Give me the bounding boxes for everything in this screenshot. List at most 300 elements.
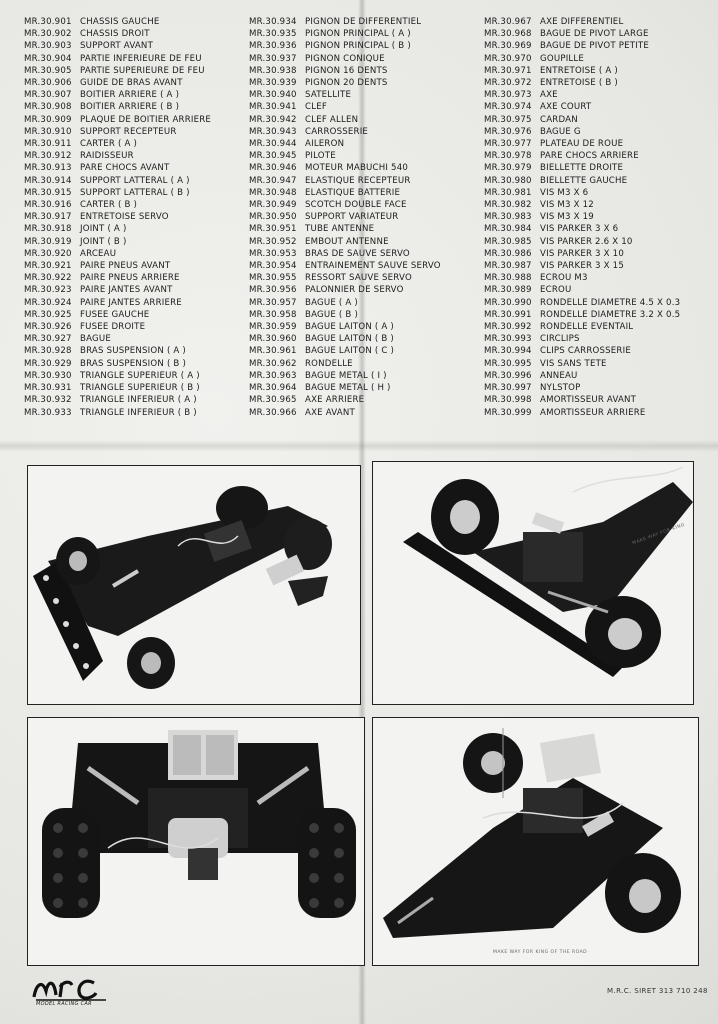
part-row: [484, 40, 680, 52]
part-row: [24, 53, 211, 65]
part-reference: MR.30.991: [484, 309, 532, 320]
part-reference: MR.30.901: [24, 17, 72, 27]
part-row: [24, 370, 211, 382]
part-reference: MR.30.933: [24, 407, 72, 418]
part-row: [249, 53, 441, 65]
part-row: [249, 199, 441, 211]
part-row: [24, 260, 211, 272]
part-reference: MR.30.903: [24, 41, 72, 52]
part-reference: MR.30.954: [249, 261, 297, 272]
part-reference: MR.30.932: [24, 395, 72, 406]
part-description: SATELLITE: [305, 90, 352, 101]
part-reference: MR.30.996: [484, 370, 532, 381]
part-reference: MR.30.992: [484, 322, 532, 333]
part-reference: MR.30.920: [24, 248, 72, 259]
part-description: ARCEAU: [80, 248, 117, 259]
part-reference: MR.30.944: [249, 139, 297, 150]
part-reference: MR.30.964: [249, 383, 297, 394]
part-row: [249, 272, 441, 284]
part-description: ELASTIQUE BATTERIE: [305, 187, 401, 198]
part-row: [24, 187, 211, 199]
part-reference: MR.30.912: [24, 151, 72, 162]
part-description: PIGNON DE DIFFERENTIEL: [305, 17, 422, 27]
buggy-photo-rear: [27, 717, 365, 966]
part-description: CIRCLIPS: [540, 334, 580, 345]
part-row: [24, 40, 211, 52]
part-row: [24, 284, 211, 296]
part-description: TRIANGLE SUPERIEUR ( B ): [80, 383, 200, 394]
part-row: [24, 150, 211, 162]
part-reference: MR.30.957: [249, 297, 297, 308]
part-description: PAIRE PNEUS AVANT: [80, 261, 171, 272]
part-row: [24, 309, 211, 321]
part-description: SCOTCH DOUBLE FACE: [305, 200, 407, 211]
part-row: [484, 175, 680, 187]
part-reference: MR.30.943: [249, 126, 297, 137]
part-description: ENTRETOISE SERVO: [80, 212, 169, 223]
part-description: AXE DIFFERENTIEL: [540, 17, 624, 27]
part-row: [249, 333, 441, 345]
part-description: BAGUE G: [540, 126, 581, 137]
part-row: [249, 321, 441, 333]
part-description: PLAQUE DE BOITIER ARRIERE: [80, 114, 212, 125]
part-reference: MR.30.939: [249, 78, 297, 89]
part-row: [484, 309, 680, 321]
part-row: [249, 309, 441, 321]
part-description: BAGUE DE PIVOT PETITE: [540, 41, 649, 52]
part-description: VIS M3 X 6: [540, 187, 589, 198]
part-row: [484, 407, 680, 419]
part-reference: MR.30.985: [484, 236, 532, 247]
part-row: [249, 187, 441, 199]
part-description: SUPPORT VARIATEUR: [305, 212, 399, 223]
part-description: VIS PARKER 2.6 X 10: [540, 236, 633, 247]
part-row: [484, 236, 680, 248]
part-reference: MR.30.926: [24, 322, 72, 333]
part-reference: MR.30.963: [249, 370, 297, 381]
part-row: [249, 28, 441, 40]
part-row: [24, 28, 211, 40]
part-reference: MR.30.911: [24, 139, 72, 150]
part-description: BAGUE LAITON ( A ): [305, 322, 394, 333]
part-reference: MR.30.993: [484, 334, 532, 345]
part-reference: MR.30.966: [249, 407, 297, 418]
part-row: [249, 297, 441, 309]
part-description: AILERON: [305, 139, 345, 150]
part-reference: MR.30.935: [249, 29, 297, 40]
part-reference: MR.30.909: [24, 114, 72, 125]
photo-caption: MAKE WAY FOR KING: [631, 522, 686, 547]
part-description: PILOTE: [305, 151, 336, 162]
part-reference: MR.30.922: [24, 273, 72, 284]
part-row: [484, 394, 680, 406]
part-description: TRIANGLE SUPERIEUR ( A ): [80, 370, 200, 381]
part-reference: MR.30.910: [24, 126, 72, 137]
part-reference: MR.30.907: [24, 90, 72, 101]
part-reference: MR.30.908: [24, 102, 72, 113]
part-reference: MR.30.982: [484, 200, 532, 211]
part-row: [484, 138, 680, 150]
part-reference: MR.30.984: [484, 224, 532, 235]
part-row: [24, 16, 211, 28]
part-description: VIS PARKER 3 X 15: [540, 261, 625, 272]
part-row: [484, 272, 680, 284]
part-reference: MR.30.946: [249, 163, 297, 174]
part-row: [249, 40, 441, 52]
part-row: [249, 89, 441, 101]
part-reference: MR.30.973: [484, 90, 532, 101]
part-description: RONDELLE DIAMETRE 4.5 X 0.3: [540, 297, 681, 308]
part-row: [249, 345, 441, 357]
photo-caption: MAKE WAY FOR KING OF THE ROAD: [493, 950, 588, 955]
part-reference: MR.30.960: [249, 334, 297, 345]
part-row: [249, 370, 441, 382]
part-description: BRAS DE SAUVE SERVO: [305, 248, 410, 259]
part-row: [484, 162, 680, 174]
part-description: BAGUE LAITON ( C ): [305, 346, 395, 357]
part-reference: MR.30.967: [484, 17, 532, 27]
part-description: AXE: [540, 90, 558, 101]
part-description: PAIRE PNEUS ARRIERE: [80, 273, 180, 284]
part-reference: MR.30.955: [249, 273, 297, 284]
part-row: [484, 126, 680, 138]
buggy-top-rear-illustration: [373, 718, 698, 965]
part-row: [24, 345, 211, 357]
part-description: SUPPORT RECEPTEUR: [80, 126, 177, 137]
part-description: ENTRAINEMENT SAUVE SERVO: [305, 261, 441, 272]
part-row: [484, 89, 680, 101]
part-row: [484, 114, 680, 126]
part-row: [249, 16, 441, 28]
part-description: SUPPORT AVANT: [80, 41, 154, 52]
part-row: [484, 28, 680, 40]
parts-column-2: [249, 16, 441, 419]
part-row: [249, 236, 441, 248]
part-description: ENTRETOISE ( B ): [540, 78, 618, 89]
part-reference: MR.30.962: [249, 358, 297, 369]
part-description: PIGNON 16 DENTS: [305, 65, 388, 76]
part-description: PAIRE JANTES AVANT: [80, 285, 173, 296]
part-description: BAGUE ( B ): [305, 309, 358, 320]
part-reference: MR.30.956: [249, 285, 297, 296]
part-description: CARDAN: [540, 114, 578, 125]
part-description: TRIANGLE INFERIEUR ( A ): [80, 395, 197, 406]
part-row: [249, 175, 441, 187]
part-reference: MR.30.958: [249, 309, 297, 320]
part-description: VIS M3 X 19: [540, 212, 594, 223]
part-row: [24, 101, 211, 113]
buggy-rear-illustration: [28, 718, 364, 965]
part-row: [24, 223, 211, 235]
part-row: [484, 370, 680, 382]
part-row: [249, 211, 441, 223]
part-reference: MR.30.945: [249, 151, 297, 162]
part-reference: MR.30.987: [484, 261, 532, 272]
part-reference: MR.30.959: [249, 322, 297, 333]
part-row: [249, 358, 441, 370]
part-description: PIGNON PRINCIPAL ( A ): [305, 29, 411, 40]
part-row: [249, 162, 441, 174]
part-row: [249, 126, 441, 138]
part-reference: MR.30.961: [249, 346, 297, 357]
part-row: [484, 345, 680, 357]
part-row: [249, 101, 441, 113]
part-row: [24, 199, 211, 211]
part-reference: MR.30.906: [24, 78, 72, 89]
part-reference: MR.30.928: [24, 346, 72, 357]
part-description: FUSEE DROITE: [80, 322, 146, 333]
part-row: [484, 358, 680, 370]
part-row: [24, 407, 211, 419]
part-reference: MR.30.931: [24, 383, 72, 394]
part-description: CARTER ( B ): [80, 200, 138, 211]
part-description: BOITIER ARRIERE ( A ): [80, 90, 180, 101]
part-reference: MR.30.970: [484, 53, 532, 64]
part-reference: MR.30.904: [24, 53, 72, 64]
part-row: [484, 187, 680, 199]
part-description: SUPPORT LATTERAL ( B ): [80, 187, 190, 198]
part-reference: MR.30.997: [484, 383, 532, 394]
part-row: [24, 175, 211, 187]
part-reference: MR.30.940: [249, 90, 297, 101]
part-reference: MR.30.999: [484, 407, 532, 418]
part-row: [484, 211, 680, 223]
part-reference: MR.30.977: [484, 139, 532, 150]
part-reference: MR.30.915: [24, 187, 72, 198]
part-reference: MR.30.975: [484, 114, 532, 125]
part-row: [484, 101, 680, 113]
part-description: BAGUE METAL ( I ): [305, 370, 387, 381]
part-description: ELASTIQUE RECEPTEUR: [305, 175, 411, 186]
part-row: [484, 77, 680, 89]
part-reference: MR.30.995: [484, 358, 532, 369]
part-description: CARTER ( A ): [80, 139, 138, 150]
part-description: BRAS SUSPENSION ( B ): [80, 358, 187, 369]
part-row: [249, 394, 441, 406]
part-description: PARE CHOCS AVANT: [80, 163, 170, 174]
part-description: PARTIE INFERIEURE DE FEU: [80, 53, 202, 64]
part-reference: MR.30.951: [249, 224, 297, 235]
part-row: [249, 150, 441, 162]
part-reference: MR.30.986: [484, 248, 532, 259]
part-reference: MR.30.965: [249, 395, 297, 406]
part-reference: MR.30.969: [484, 41, 532, 52]
part-row: [484, 321, 680, 333]
part-row: [249, 284, 441, 296]
part-row: [484, 199, 680, 211]
part-row: [249, 382, 441, 394]
part-description: MOTEUR MABUCHI 540: [305, 163, 409, 174]
part-row: [249, 260, 441, 272]
part-row: [484, 16, 680, 28]
part-description: RONDELLE EVENTAIL: [540, 322, 634, 333]
part-description: BAGUE METAL ( H ): [305, 383, 391, 394]
part-reference: MR.30.925: [24, 309, 72, 320]
part-reference: MR.30.968: [484, 29, 532, 40]
part-reference: MR.30.902: [24, 29, 72, 40]
part-description: ECROU M3: [540, 273, 588, 284]
part-description: AMORTISSEUR ARRIERE: [540, 407, 646, 418]
part-description: VIS SANS TETE: [540, 358, 607, 369]
part-reference: MR.30.994: [484, 346, 532, 357]
part-reference: MR.30.952: [249, 236, 297, 247]
part-row: [24, 382, 211, 394]
part-description: PALONNIER DE SERVO: [305, 285, 404, 296]
part-row: [484, 260, 680, 272]
buggy-front-right-illustration: [373, 462, 693, 704]
part-row: [484, 284, 680, 296]
part-description: TUBE ANTENNE: [305, 224, 375, 235]
part-row: [249, 65, 441, 77]
part-description: NYLSTOP: [540, 383, 581, 394]
part-row: [24, 358, 211, 370]
part-reference: MR.30.914: [24, 175, 72, 186]
part-reference: MR.30.948: [249, 187, 297, 198]
part-description: AXE COURT: [540, 102, 592, 113]
part-reference: MR.30.942: [249, 114, 297, 125]
part-reference: MR.30.998: [484, 395, 532, 406]
part-description: PAIRE JANTES ARRIERE: [80, 297, 182, 308]
part-description: BAGUE: [80, 334, 112, 345]
part-description: PIGNON PRINCIPAL ( B ): [305, 41, 411, 52]
part-row: [484, 53, 680, 65]
part-reference: MR.30.921: [24, 261, 72, 272]
part-reference: MR.30.947: [249, 175, 297, 186]
part-row: [24, 114, 211, 126]
part-description: BOITIER ARRIERE ( B ): [80, 102, 180, 113]
logo-subtitle: MODEL RACING CAR: [36, 1001, 92, 1007]
part-description: CARROSSERIE: [305, 126, 369, 137]
part-reference: MR.30.936: [249, 41, 297, 52]
part-reference: MR.30.916: [24, 200, 72, 211]
part-reference: MR.30.979: [484, 163, 532, 174]
part-row: [484, 223, 680, 235]
part-reference: MR.30.990: [484, 297, 532, 308]
parts-column-1: [24, 16, 211, 419]
part-row: [249, 223, 441, 235]
part-description: RAIDISSEUR: [80, 151, 134, 162]
part-reference: MR.30.978: [484, 151, 532, 162]
part-reference: MR.30.953: [249, 248, 297, 259]
part-description: CHASSIS GAUCHE: [80, 17, 160, 27]
part-row: [484, 333, 680, 345]
part-description: JOINT ( A ): [80, 224, 127, 235]
part-reference: MR.30.919: [24, 236, 72, 247]
part-description: BRAS SUSPENSION ( A ): [80, 346, 186, 357]
buggy-front-left-illustration: [28, 466, 360, 704]
part-row: [249, 114, 441, 126]
part-row: [24, 321, 211, 333]
part-row: [249, 407, 441, 419]
part-description: VIS PARKER 3 X 10: [540, 248, 625, 259]
part-description: FUSEE GAUCHE: [80, 309, 150, 320]
part-description: RONDELLE DIAMETRE 3.2 X 0.5: [540, 309, 681, 320]
part-description: EMBOUT ANTENNE: [305, 236, 389, 247]
part-description: AXE AVANT: [305, 407, 355, 418]
part-reference: MR.30.941: [249, 102, 297, 113]
part-description: PLATEAU DE ROUE: [540, 139, 624, 150]
part-row: [24, 65, 211, 77]
part-reference: MR.30.972: [484, 78, 532, 89]
part-row: [249, 248, 441, 260]
part-description: PARE CHOCS ARRIERE: [540, 151, 639, 162]
part-reference: MR.30.917: [24, 212, 72, 223]
part-description: CLEF ALLEN: [305, 114, 359, 125]
part-reference: MR.30.937: [249, 53, 297, 64]
part-reference: MR.30.927: [24, 334, 72, 345]
mrc-logo: [32, 973, 112, 1003]
part-row: [24, 297, 211, 309]
part-description: PIGNON CONIQUE: [305, 53, 385, 64]
part-row: [484, 248, 680, 260]
part-reference: MR.30.989: [484, 285, 532, 296]
part-row: [24, 333, 211, 345]
part-row: [484, 382, 680, 394]
part-reference: MR.30.971: [484, 65, 532, 76]
part-description: RONDELLE: [305, 358, 353, 369]
part-reference: MR.30.905: [24, 65, 72, 76]
part-row: [24, 236, 211, 248]
part-description: AMORTISSEUR AVANT: [540, 395, 637, 406]
part-description: TRIANGLE INFERIEUR ( B ): [80, 407, 197, 418]
part-description: BAGUE ( A ): [305, 297, 358, 308]
part-description: PIGNON 20 DENTS: [305, 78, 388, 89]
part-row: [24, 272, 211, 284]
part-row: [24, 77, 211, 89]
part-reference: MR.30.983: [484, 212, 532, 223]
part-description: JOINT ( B ): [80, 236, 127, 247]
siret-number: M.R.C. SIRET 313 710 248: [607, 987, 708, 995]
part-description: CHASSIS DROIT: [80, 29, 150, 40]
part-row: [24, 138, 211, 150]
part-description: ANNEAU: [540, 370, 578, 381]
part-reference: MR.30.981: [484, 187, 532, 198]
part-row: [24, 162, 211, 174]
part-row: [484, 297, 680, 309]
part-reference: MR.30.976: [484, 126, 532, 137]
part-description: PARTIE SUPERIEURE DE FEU: [80, 65, 205, 76]
part-description: BAGUE DE PIVOT LARGE: [540, 29, 649, 40]
part-description: BAGUE LAITON ( B ): [305, 334, 394, 345]
part-reference: MR.30.930: [24, 370, 72, 381]
part-reference: MR.30.929: [24, 358, 72, 369]
part-reference: MR.30.924: [24, 297, 72, 308]
part-description: ECROU: [540, 285, 572, 296]
part-reference: MR.30.918: [24, 224, 72, 235]
parts-column-3: [484, 16, 680, 419]
part-description: AXE ARRIERE: [305, 395, 365, 406]
part-reference: MR.30.974: [484, 102, 532, 113]
buggy-photo-top-rear: [372, 717, 699, 966]
part-row: [24, 394, 211, 406]
part-reference: MR.30.988: [484, 273, 532, 284]
part-reference: MR.30.949: [249, 200, 297, 211]
part-description: ENTRETOISE ( A ): [540, 65, 618, 76]
part-description: SUPPORT LATTERAL ( A ): [80, 175, 190, 186]
part-description: BIELLETTE DROITE: [540, 163, 624, 174]
part-row: [484, 150, 680, 162]
part-reference: MR.30.938: [249, 65, 297, 76]
part-reference: MR.30.923: [24, 285, 72, 296]
part-row: [484, 65, 680, 77]
part-row: [24, 89, 211, 101]
part-description: VIS PARKER 3 X 6: [540, 224, 619, 235]
part-description: CLEF: [305, 102, 327, 113]
part-row: [24, 211, 211, 223]
part-description: VIS M3 X 12: [540, 200, 594, 211]
part-reference: MR.30.950: [249, 212, 297, 223]
part-reference: MR.30.934: [249, 17, 297, 27]
